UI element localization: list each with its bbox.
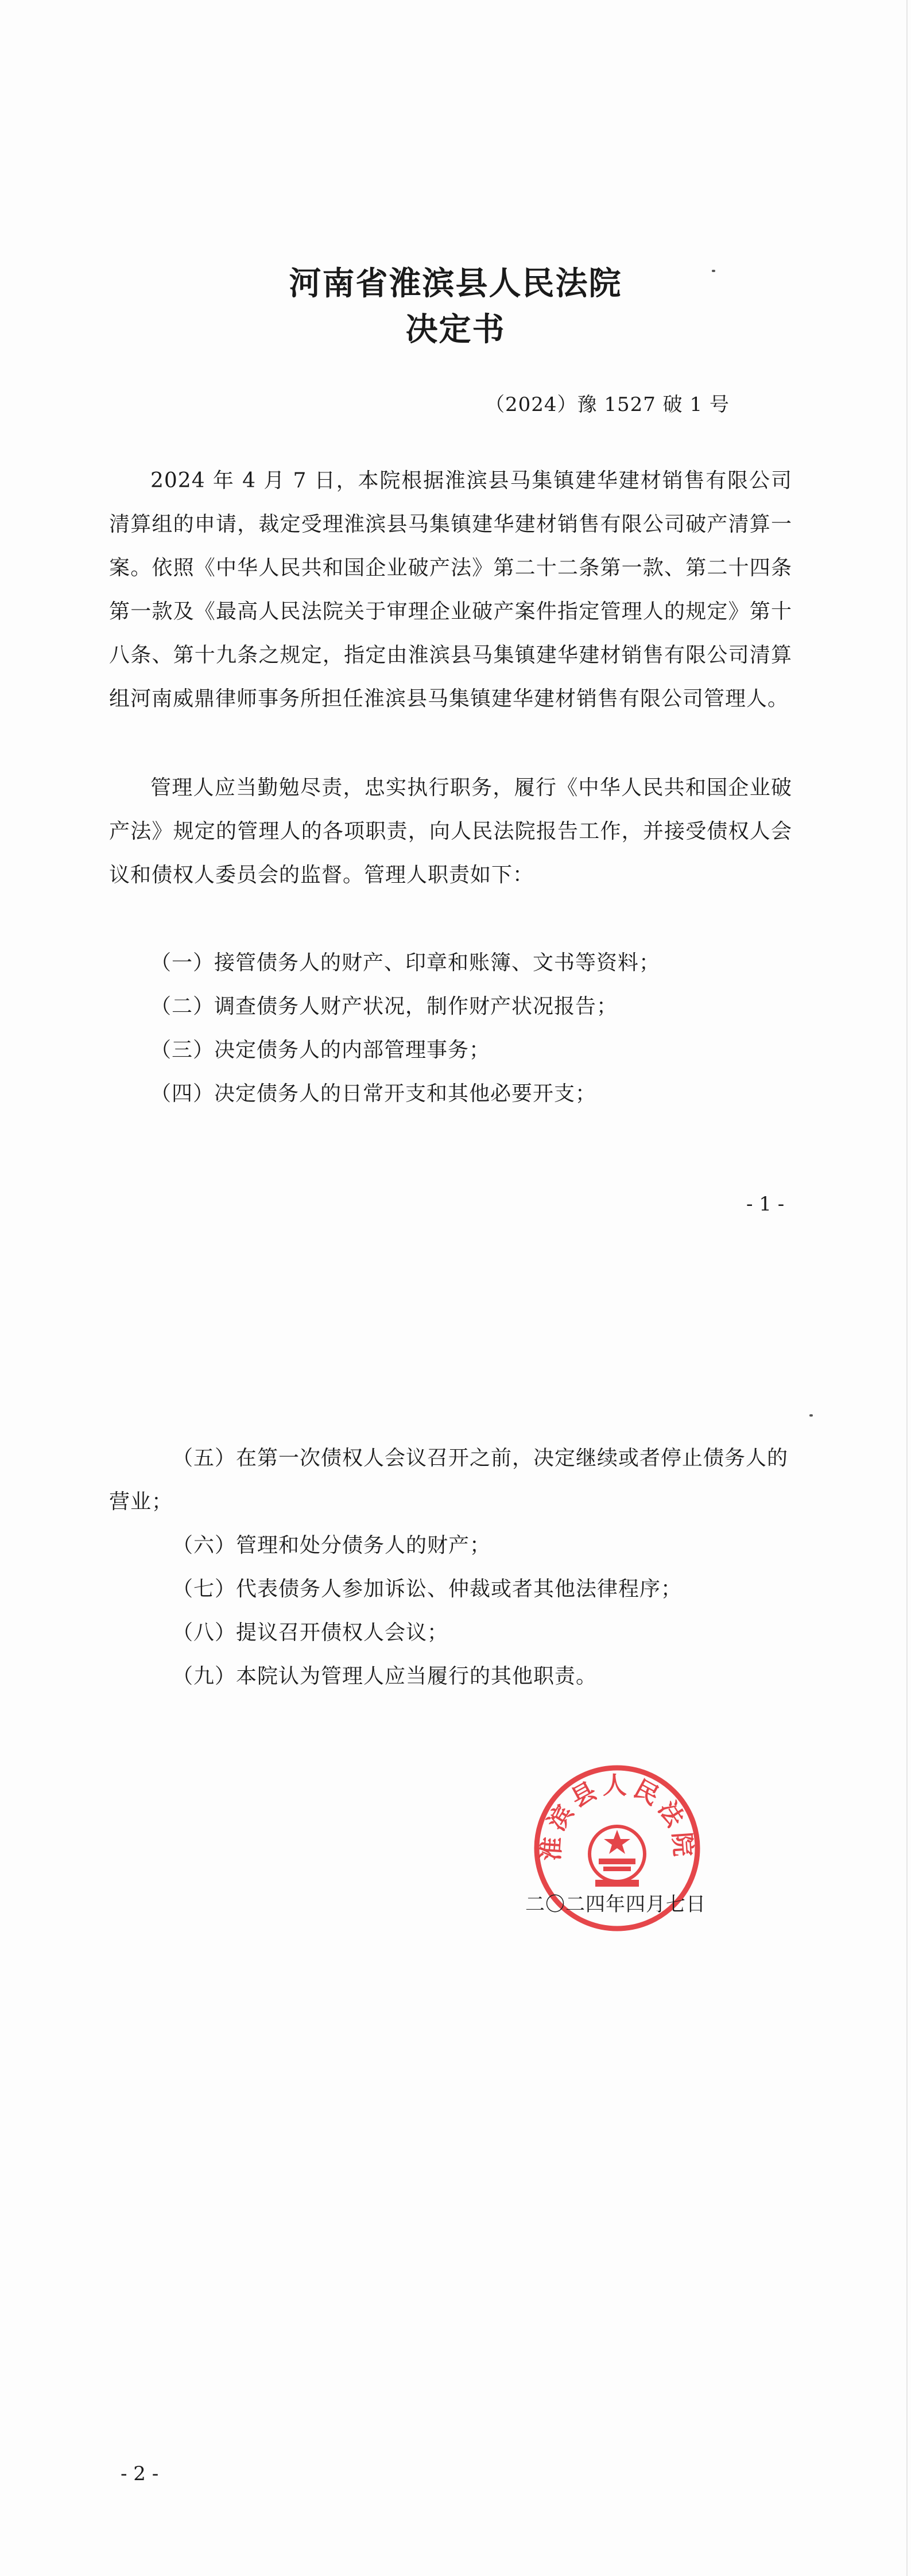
duty-item: （六）管理和处分债务人的财产； (172, 1534, 491, 1557)
case-number: （2024）豫 1527 破 1 号 (485, 393, 730, 416)
national-emblem-icon (590, 1826, 645, 1887)
svg-text:淮滨县人民法院 (537, 1771, 698, 1862)
scan-edge-line (906, 1288, 908, 2576)
duty-item: （九）本院认为管理人应当履行的其他职责。 (172, 1665, 598, 1688)
duty-item: （八）提议召开债权人会议； (172, 1621, 449, 1644)
duty-list-page-2 (109, 1437, 792, 1698)
duty-item: （七）代表债务人参加诉讼、仲裁或者其他法律程序； (172, 1577, 683, 1601)
signature-date: 二〇二四年四月七日 (525, 1893, 706, 1916)
court-name-title: 河南省淮滨县人民法院 (289, 265, 622, 302)
duty-item: （五）在第一次债权人会议召开之前，决定继续或者停止债务人的营业； (109, 1446, 789, 1514)
seal-text: 淮滨县人民法院 (536, 1771, 698, 1862)
duty-item: （一）接管债务人的财产、印章和账簿、文书等资料； (150, 951, 661, 975)
page-number: - 2 - (121, 2462, 159, 2485)
document-type-title: 决定书 (405, 311, 506, 348)
duty-item: （三）决定债务人的内部管理事务； (150, 1038, 491, 1062)
page-number: - 1 - (746, 1193, 785, 1216)
duty-list-page-1 (150, 941, 793, 1116)
decision-paragraph-2: 管理人应当勤勉尽责，忠实执行职务，履行《中华人民共和国企业破产法》规定的管理人的各项职责，向人民法院报告工作，并接受债权人会议和债权人委员会的监督。管理人职责如下： (109, 776, 792, 887)
scan-speck (809, 1414, 813, 1417)
duty-item: （四）决定债务人的日常开支和其他必要开支； (150, 1082, 597, 1105)
decision-paragraph-1: 2024 年 4 月 7 日，本院根据淮滨县马集镇建华建材销售有限公司清算组的申请，裁定受理淮滨县马集镇建华建材销售有限公司破产清算一案。依照《中华人民共和国企业破产法》第二十二条第一款、第二十四条第一款及《最高人民法院关于审理企业破产案件指定管理人的规定》第十八条、第十九条之规定，指定由淮滨县马集镇建华建材销售有限公司清算组河南威鼎律师事务所担任淮滨县马集镇建华建材销售有限公司管理人。 (109, 469, 792, 711)
duty-item: （二）调查债务人财产状况，制作财产状况报告； (150, 995, 618, 1018)
scan-edge-line (906, 0, 908, 1288)
